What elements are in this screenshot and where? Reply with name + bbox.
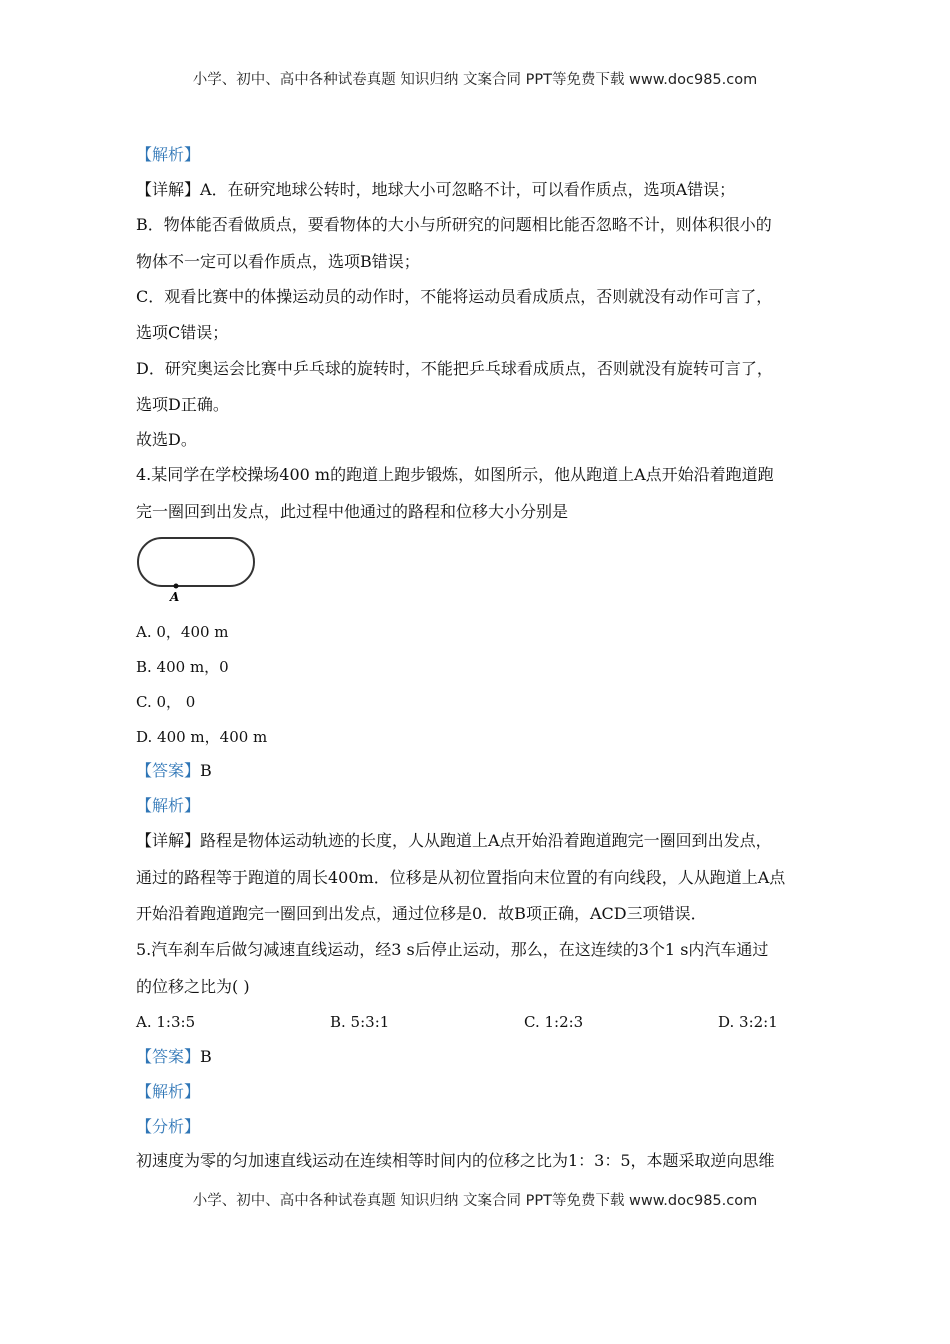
text-line [136, 831, 772, 851]
option-d[interactable]: D. 3:2:1 [718, 1013, 778, 1031]
section-tag: 【解析】 [136, 796, 201, 815]
text-line [136, 1047, 212, 1067]
line-text: 选项C错误； [136, 323, 229, 342]
option-b[interactable]: B. 5:3:1 [330, 1013, 390, 1031]
section-tag: 【分析】 [136, 1117, 201, 1136]
text-line [136, 215, 772, 235]
text-line [136, 395, 229, 415]
line-text: 通过的路程等于跑道的周长400m．位移是从初位置指向末位置的有向线段，人从跑道上A点 [136, 868, 786, 887]
text-line [136, 1082, 200, 1102]
text-line [136, 761, 212, 781]
line-text: 开始沿着跑道跑完一圈回到出发点，通过位移是0．故B项正确，ACD三项错误． [136, 904, 707, 923]
option-c[interactable]: C. 0， 0 [136, 693, 196, 711]
text-line [136, 252, 420, 272]
page-header: 小学、初中、高中各种试卷真题 知识归纳 文案合同 PPT等免费下载 www.doc985.com [192, 72, 758, 88]
line-text: B [200, 1047, 212, 1066]
section-tag: 【详解】 [136, 831, 201, 850]
line-text: B [200, 761, 212, 780]
option-a[interactable]: A. 1:3:5 [136, 1013, 196, 1031]
text-line [136, 977, 250, 997]
text-line [136, 940, 768, 960]
option-d[interactable]: D. 400 m，400 m [136, 728, 268, 746]
text-line [136, 502, 568, 522]
text-line [136, 796, 200, 816]
line-text: D．研究奥运会比赛中乒乓球的旋转时，不能把乒乓球看成质点，否则就没有旋转可言了， [136, 359, 773, 378]
option-a[interactable]: A. 0，400 m [136, 623, 229, 641]
section-tag: 【答案】 [136, 761, 201, 780]
point-a-label: A [170, 590, 180, 604]
line-text: 完一圈回到出发点，此过程中他通过的路程和位移大小分别是 [136, 502, 569, 521]
section-tag: 【解析】 [136, 145, 201, 164]
text-line [136, 868, 785, 888]
text-line [136, 180, 735, 200]
line-text: 故选D。 [136, 430, 197, 449]
line-text: C．观看比赛中的体操运动员的动作时，不能将运动员看成质点，否则就没有动作可言了， [136, 287, 773, 306]
running-track-figure [136, 535, 261, 605]
line-text: A．在研究地球公转时，地球大小可忽略不计，可以看作质点，选项A错误； [200, 180, 736, 199]
text-line [136, 904, 707, 924]
option-c[interactable]: C. 1:2:3 [524, 1013, 584, 1031]
line-text: B．物体能否看做质点，要看物体的大小与所研究的问题相比能否忽略不计，则体积很小的 [136, 215, 772, 234]
section-tag: 【解析】 [136, 1082, 201, 1101]
text-line [136, 465, 774, 485]
text-line [136, 323, 228, 343]
line-text: 5.汽车刹车后做匀减速直线运动，经3 s后停止运动，那么，在这连续的3个1 s内汽车通过 [136, 940, 769, 959]
section-tag: 【答案】 [136, 1047, 201, 1066]
line-text: 的位移之比为( ) [136, 977, 250, 996]
line-text: 选项D正确。 [136, 395, 229, 414]
line-text: 初速度为零的匀加速直线运动在连续相等时间内的位移之比为1：3：5，本题采取逆向思维 [136, 1151, 775, 1170]
text-line [136, 287, 772, 307]
text-line [136, 1151, 775, 1171]
section-tag: 【详解】 [136, 180, 201, 199]
text-line [136, 1117, 200, 1137]
text-line [136, 359, 773, 379]
text-line [136, 430, 197, 450]
option-b[interactable]: B. 400 m，0 [136, 658, 229, 676]
line-text: 路程是物体运动轨迹的长度，人从跑道上A点开始沿着跑道跑完一圈回到出发点， [200, 831, 772, 850]
page-footer: 小学、初中、高中各种试卷真题 知识归纳 文案合同 PPT等免费下载 www.doc985.com [192, 1193, 758, 1209]
text-line [136, 145, 200, 165]
line-text: 物体不一定可以看作质点，选项B错误； [136, 252, 420, 271]
line-text: 4.某同学在学校操场400 m的跑道上跑步锻炼，如图所示，他从跑道上A点开始沿着跑道跑 [136, 465, 774, 484]
